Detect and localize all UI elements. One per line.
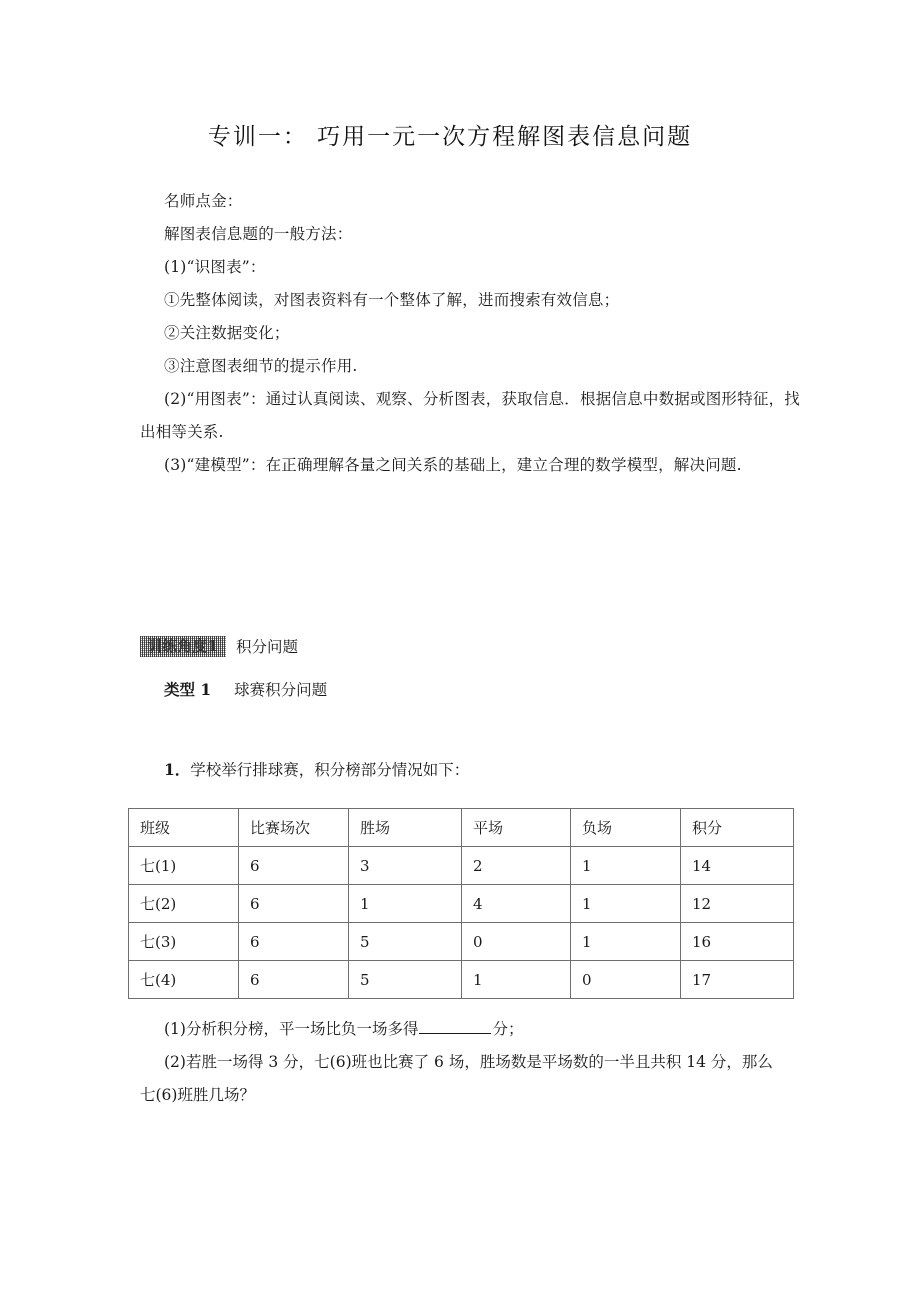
intro-item-5: (2)“用图表”：通过认真阅读、观察、分析图表，获取信息．根据信息中数据或图形特征，找出相等关系. — [140, 390, 800, 441]
table-cell: 1 — [571, 847, 681, 885]
sub-question-1-text-before: (1)分析积分榜，平一场比负一场多得 — [164, 1020, 419, 1038]
intro-lead: 解图表信息题的一般方法： — [164, 225, 353, 243]
section-badge-row — [0, 632, 920, 660]
table-cell: 5 — [349, 961, 462, 999]
table-cell: 0 — [462, 923, 571, 961]
table-cell: 5 — [349, 923, 462, 961]
table-row — [129, 961, 794, 999]
table-cell: 1 — [571, 885, 681, 923]
table-header-cell: 平场 — [462, 809, 571, 847]
table-cell: 七(4) — [129, 961, 239, 999]
intro-item-4: ③注意图表细节的提示作用. — [164, 357, 358, 375]
score-table — [128, 808, 794, 999]
sub-question-1-text-after: 分； — [492, 1020, 524, 1038]
table-cell: 1 — [349, 885, 462, 923]
page-title: 专训一： 巧用一元一次方程解图表信息问题 — [207, 124, 693, 150]
problem-stem: 学校举行排球赛，积分榜部分情况如下： — [190, 761, 470, 779]
score-table-wrapper — [0, 808, 920, 999]
intro-item-3: ②关注数据变化； — [164, 324, 290, 342]
sub-question-2-line-2: 七(6)班胜几场？ — [140, 1086, 255, 1104]
table-cell: 0 — [571, 961, 681, 999]
intro-item-2: ①先整体阅读，对图表资料有一个整体了解，进而搜索有效信息； — [164, 291, 620, 309]
table-cell: 6 — [239, 885, 349, 923]
intro-item-6: (3)“建模型”：在正确理解各量之间关系的基础上，建立合理的数学模型，解决问题. — [164, 456, 742, 474]
answer-blank[interactable] — [419, 1019, 491, 1034]
table-row — [129, 923, 794, 961]
table-cell: 1 — [462, 961, 571, 999]
table-cell: 6 — [239, 961, 349, 999]
table-cell: 17 — [681, 961, 794, 999]
question-spacer — [0, 700, 920, 758]
table-cell: 2 — [462, 847, 571, 885]
sub-question-1 — [140, 1013, 860, 1046]
table-cell: 七(3) — [129, 923, 239, 961]
intro-block — [0, 185, 920, 482]
vertical-spacer — [0, 482, 920, 632]
intro-item-1: (1)“识图表”： — [164, 258, 266, 276]
table-cell: 6 — [239, 923, 349, 961]
table-cell: 3 — [349, 847, 462, 885]
table-cell: 4 — [462, 885, 571, 923]
problem-number: 1． — [164, 760, 191, 779]
table-cell: 七(2) — [129, 885, 239, 923]
table-cell: 七(1) — [129, 847, 239, 885]
table-cell: 16 — [681, 923, 794, 961]
sub-questions-block — [0, 1013, 920, 1112]
section-badge-title: 积分问题 — [236, 638, 299, 656]
table-header-cell: 班级 — [129, 809, 239, 847]
sub-question-2-line-1: (2)若胜一场得 3 分，七(6)班也比赛了 6 场，胜场数是平场数的一半且共积 14 分，那么 — [164, 1053, 773, 1071]
problem-type-row — [0, 678, 920, 700]
problem-stem-line — [0, 758, 920, 780]
intro-heading: 名师点金： — [164, 192, 243, 210]
table-header-cell: 比赛场次 — [239, 809, 349, 847]
table-cell: 12 — [681, 885, 794, 923]
table-cell: 1 — [571, 923, 681, 961]
problem-type-value: 球赛积分问题 — [234, 681, 328, 699]
table-row — [129, 847, 794, 885]
table-header-cell: 负场 — [571, 809, 681, 847]
table-cell: 6 — [239, 847, 349, 885]
table-header-row — [129, 809, 794, 847]
training-angle-badge-icon — [140, 636, 226, 657]
training-angle-badge-label: 训练角度1 — [147, 638, 219, 656]
table-row — [129, 885, 794, 923]
table-header-cell: 胜场 — [349, 809, 462, 847]
table-cell: 14 — [681, 847, 794, 885]
table-header-cell: 积分 — [681, 809, 794, 847]
problem-type-key: 类型 1 — [164, 680, 212, 699]
